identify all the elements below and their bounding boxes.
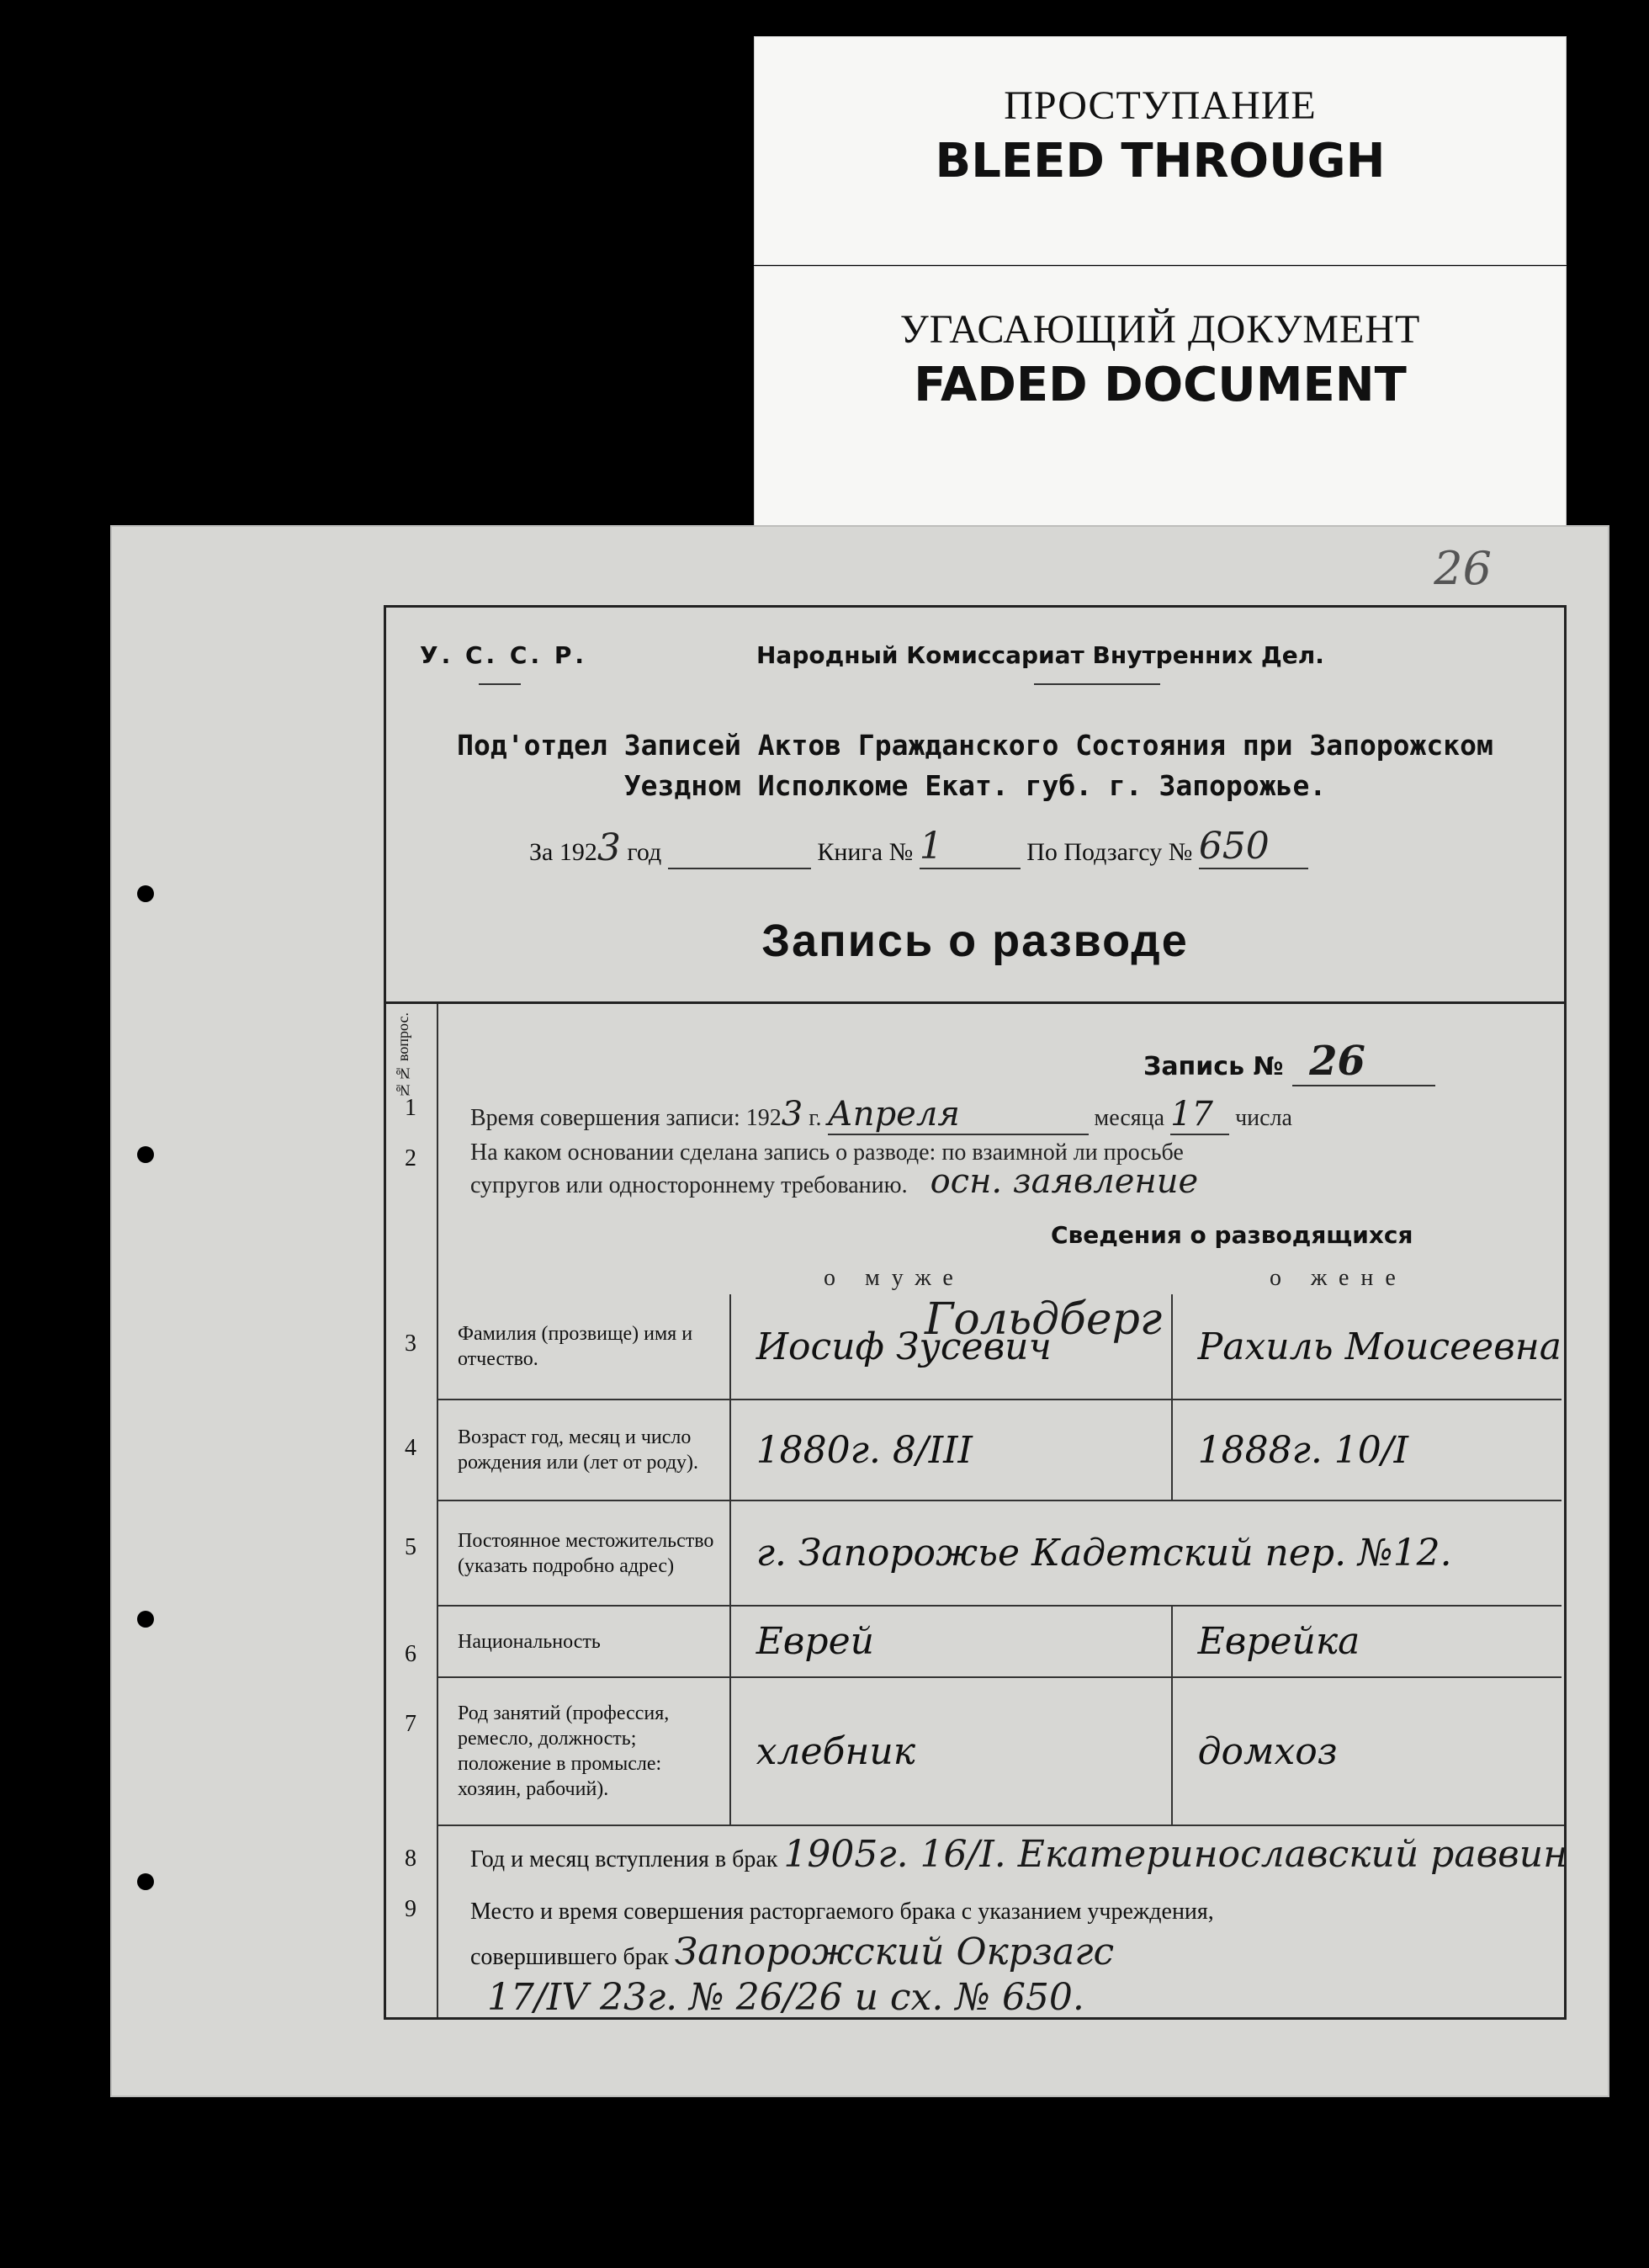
table-row: [437, 1500, 1562, 1606]
book-number: 1: [919, 825, 943, 868]
q2-line-2: супругов или одностороннему требованию.: [470, 1172, 908, 1198]
husband-value: Еврей: [730, 1606, 1172, 1677]
year-prefix: За 192: [529, 838, 597, 866]
faded-document-ru: УГАСАЮЩИЙ ДОКУМЕНТ: [899, 307, 1421, 352]
question-1: [470, 1095, 1292, 1135]
question-number: 3: [405, 1331, 416, 1357]
index-label: По Подзагсу №: [1026, 838, 1193, 866]
form-header: [386, 608, 1564, 1004]
question-number: 9: [405, 1896, 416, 1922]
q1-month-word: месяца: [1094, 1105, 1165, 1131]
subdepartment-line-2: Уездном Исполкоме Екат. губ. г. Запорожье.: [623, 769, 1327, 802]
husband-value: Иосиф Зусевич: [730, 1294, 1172, 1400]
document-sheet: [110, 525, 1609, 2097]
year-digit: 3: [597, 826, 621, 869]
divider: [479, 683, 521, 685]
question-9: [470, 1892, 1214, 2018]
question-number: 7: [405, 1711, 416, 1737]
ussr-label: У. С. С. Р.: [420, 641, 587, 669]
commissariat-label: Народный Комиссариат Внутренних Дел.: [756, 641, 1324, 669]
q1-day: 17: [1170, 1095, 1229, 1135]
entry-number: [1143, 1038, 1435, 1086]
book-label: Книга №: [817, 838, 914, 866]
punch-hole: [137, 1611, 154, 1628]
row-label: Род занятий (профессия, ремесло, должность; положение в промысле: хозяин, рабочий).: [437, 1677, 730, 1824]
q2-answer: осн. заявление: [930, 1162, 1199, 1201]
wife-column-header: о жене: [1270, 1265, 1408, 1291]
punch-hole: [137, 1873, 154, 1890]
bleed-through-ru: ПРОСТУПАНИЕ: [1004, 83, 1317, 128]
q9-line-1: Место и время совершения расторгаемого брака с указанием учреждения,: [470, 1899, 1214, 1925]
bleed-through-en: BLEED THROUGH: [935, 134, 1386, 189]
punch-hole: [137, 1146, 154, 1163]
table-row: [437, 1606, 1562, 1677]
question-number: 1: [405, 1095, 416, 1121]
q9-line-3: 17/IV 23г. № 26/26 и сх. № 650.: [487, 1976, 1084, 2019]
table-row: [437, 1677, 1562, 1824]
q1-day-word: числа: [1235, 1105, 1292, 1131]
subdepartment-title: [386, 725, 1564, 806]
question-number: 8: [405, 1846, 416, 1872]
divider: [437, 1824, 1564, 1826]
punch-hole: [137, 885, 154, 902]
husband-column-header: о муже: [824, 1265, 965, 1291]
wife-value: Рахиль Моисеевна: [1197, 1325, 1562, 1368]
q1-text: Время совершения записи: 192: [470, 1105, 782, 1131]
form-body: [386, 1004, 1568, 2019]
question-number: 2: [405, 1145, 416, 1171]
divorce-form: [384, 605, 1567, 2020]
row-label: Национальность: [437, 1606, 730, 1677]
husband-value: 1880г. 8/III: [730, 1400, 1172, 1500]
entry-value: 26: [1292, 1038, 1435, 1086]
question-8: [470, 1833, 1567, 1876]
punch-hole: [137, 2141, 154, 2158]
question-column-header: №№ вопрос.: [395, 1012, 411, 1099]
question-number: 5: [405, 1534, 416, 1560]
faded-document-en: FADED DOCUMENT: [914, 358, 1407, 412]
q1-month: Апреля: [828, 1095, 1089, 1135]
row-label: Фамилия (прозвище) имя и отчество.: [437, 1294, 730, 1400]
q2-line-1: На каком основании сделана запись о разводе: по взаимной ли просьбе: [470, 1139, 1184, 1166]
table-row: [437, 1294, 1562, 1400]
surname: Гольдберг: [925, 1294, 1163, 1345]
year-book-line: [529, 825, 1308, 869]
faded-document-card: [754, 266, 1567, 527]
q9-line-2: совершившего брак: [470, 1944, 669, 1970]
wife-value: домхоз: [1172, 1677, 1562, 1824]
divider: [1034, 683, 1160, 685]
question-2: [470, 1139, 1198, 1200]
question-number: 4: [405, 1435, 416, 1461]
bleed-through-card: [754, 36, 1567, 265]
subdepartment-line-1: Под'отдел Записей Актов Гражданского Состояния при Запорожском: [457, 729, 1493, 762]
q8-answer: 1905г. 16/I. Екатеринославский раввин: [783, 1833, 1568, 1876]
year-word: год: [627, 838, 662, 866]
wife-value: 1888г. 10/I: [1172, 1400, 1562, 1500]
wife-value: Еврейка: [1172, 1606, 1562, 1677]
q8-text: Год и месяц вступления в брак: [470, 1846, 778, 1872]
q1-g: г.: [809, 1105, 822, 1131]
entry-label: Запись №: [1143, 1052, 1284, 1081]
address-value: г. Запорожье Кадетский пер. №12.: [730, 1500, 1562, 1606]
q1-year: 3: [781, 1095, 803, 1134]
question-number: 6: [405, 1641, 416, 1667]
table-row: [437, 1400, 1562, 1500]
row-label: Возраст год, месяц и число рождения или (лет от роду).: [437, 1400, 730, 1500]
spouse-details-table: [437, 1294, 1562, 1824]
husband-value: хлебник: [730, 1677, 1172, 1824]
document-title: Запись о разводе: [761, 916, 1189, 966]
q9-answer: Запорожский Окрзагс: [674, 1931, 1115, 1973]
sheet-number: 26: [1434, 542, 1492, 595]
row-label: Постоянное местожительство (указать подробно адрес): [437, 1500, 730, 1606]
index-number: 650: [1198, 825, 1270, 868]
section-title: Сведения о разводящихся: [1051, 1221, 1413, 1249]
